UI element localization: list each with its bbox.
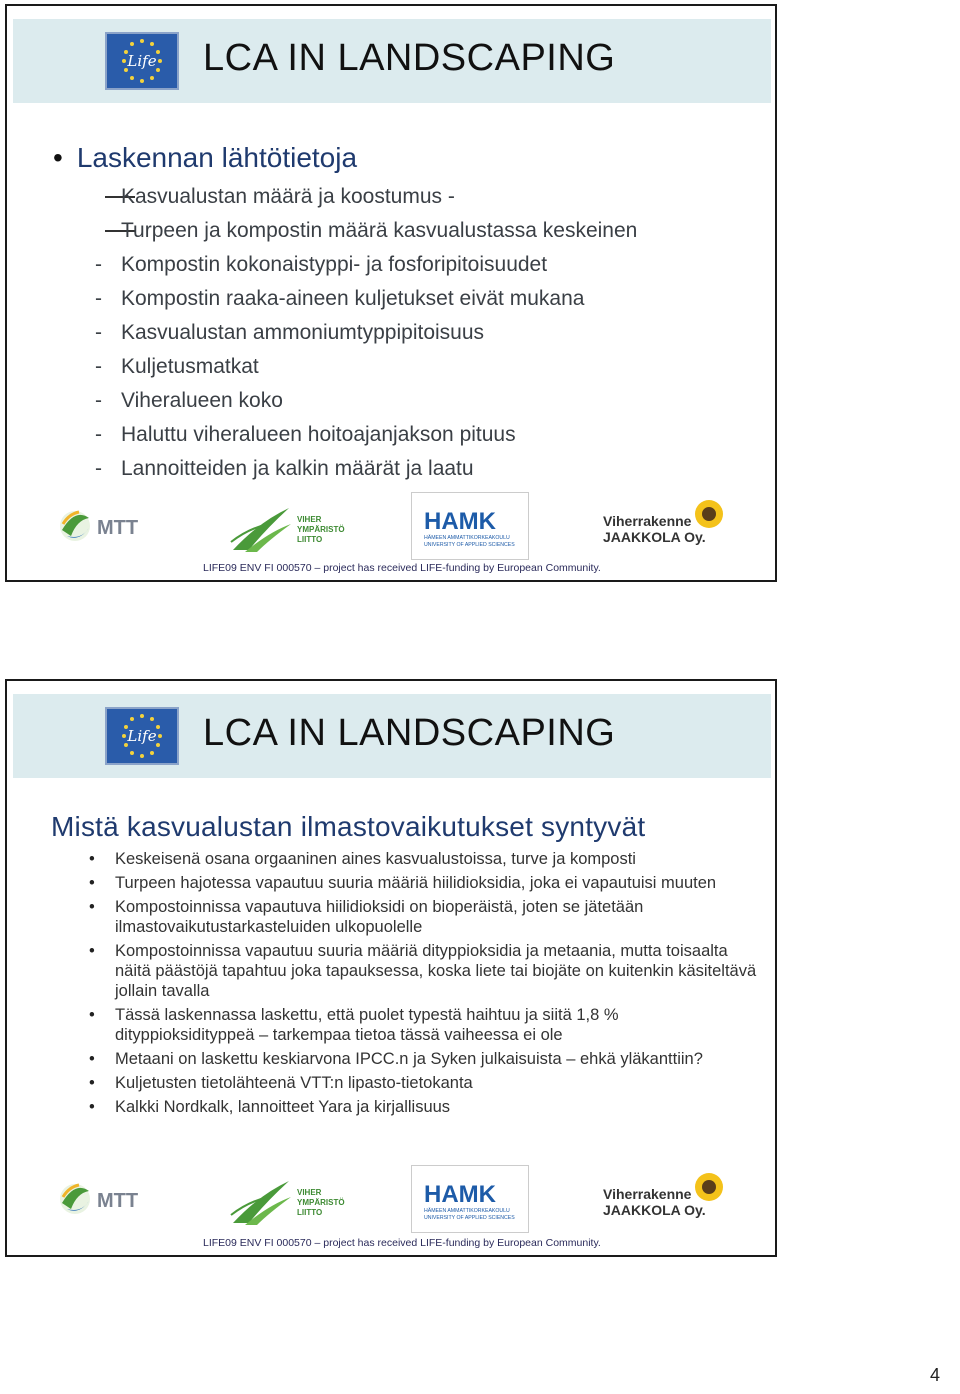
viher-ymparisto-liitto-logo <box>229 502 349 554</box>
mtt-logo <box>57 506 145 546</box>
svg-text:Viherrakenne: Viherrakenne <box>603 513 692 529</box>
svg-text:JAAKKOLA Oy.: JAAKKOLA Oy. <box>603 529 706 545</box>
dash-icon: - <box>95 287 102 310</box>
bullet-icon: • <box>89 1098 95 1116</box>
dash-icon: - <box>95 457 102 480</box>
viherrakenne-jaakkola-logo <box>599 496 731 554</box>
slide-1 <box>5 4 777 582</box>
svg-text:LIITTO: LIITTO <box>297 535 323 544</box>
sub-item-text: Turpeen ja kompostin määrä kasvualustassa keskeinen <box>121 219 638 242</box>
list-item <box>51 941 761 1001</box>
list-item <box>51 1073 761 1093</box>
sub-item-text: Kasvualustan määrä ja koostumus - <box>121 185 455 208</box>
list-item <box>51 873 761 893</box>
hamk-logo-text: HAMK <box>424 508 496 535</box>
header-title: LCA IN LANDSCAPING <box>203 37 616 79</box>
bullet-icon: • <box>89 1006 95 1024</box>
list-item <box>51 897 761 937</box>
dash-icon: - <box>95 355 102 378</box>
slide-header <box>13 19 771 103</box>
list-item-text: Kalkki Nordkalk, lannoitteet Yara ja kirjallisuus <box>115 1098 451 1116</box>
svg-text:HÄMEEN AMMATTIKORKEAKOULU: HÄMEEN AMMATTIKORKEAKOULU <box>424 535 510 541</box>
svg-text:VIHER: VIHER <box>297 1188 322 1197</box>
list-item <box>51 1005 761 1045</box>
funding-footnote: LIFE09 ENV FI 000570 – project has received LIFE-funding by European Community. <box>203 1237 601 1249</box>
bullet-icon: • <box>89 1074 95 1092</box>
bullet-icon: • <box>89 1050 95 1068</box>
svg-text:UNIVERSITY OF APPLIED SCIENCES: UNIVERSITY OF APPLIED SCIENCES <box>424 542 515 548</box>
hamk-logo <box>411 1165 529 1233</box>
list-item-text: Kuljetusten tietolähteenä VTT:n lipasto-tietokanta <box>115 1074 473 1092</box>
list-item <box>51 849 761 869</box>
hamk-logo-text: HAMK <box>424 1181 496 1208</box>
list-item-text: Kompostoinnissa vapautuva hiilidioksidi on bioperäistä, joten se jätetään ilmastovaikutustarkasteluiden ulkopuolelle <box>115 898 644 936</box>
dash-icon <box>53 180 121 214</box>
viher-ymparisto-liitto-logo <box>229 1175 349 1227</box>
list-item <box>51 1097 761 1117</box>
sub-item-text: Kompostin raaka-aineen kuljetukset eivät mukana <box>121 287 585 310</box>
bullet-icon: • <box>89 874 95 892</box>
svg-text:YMPÄRISTÖ: YMPÄRISTÖ <box>297 525 345 534</box>
sub-item-text: Kasvualustan ammoniumtyppipitoisuus <box>121 321 485 344</box>
life-logo-text: Life <box>127 727 157 745</box>
svg-text:UNIVERSITY OF APPLIED SCIENCES: UNIVERSITY OF APPLIED SCIENCES <box>424 1215 515 1221</box>
life-logo <box>105 32 179 90</box>
life-logo <box>105 707 179 765</box>
mtt-logo <box>57 1179 145 1219</box>
list-item-text: Metaani on laskettu keskiarvona IPCC.n ja Syken julkaisuista – ehkä yläkanttiin? <box>115 1050 703 1068</box>
sub-item <box>53 248 753 282</box>
svg-text:HÄMEEN AMMATTIKORKEAKOULU: HÄMEEN AMMATTIKORKEAKOULU <box>424 1208 510 1214</box>
list-item-text: Tässä laskennassa laskettu, että puolet typestä haihtuu ja siitä 1,8 % dityppioksidityppeä – tarkempaa tietoa tässä vaiheessa ei ole <box>115 1006 619 1044</box>
sub-item <box>53 282 753 316</box>
dash-icon: - <box>95 389 102 412</box>
sub-item-text: Lannoitteiden ja kalkin määrät ja laatu <box>121 457 474 480</box>
mtt-logo-text: MTT <box>97 1190 139 1212</box>
svg-text:JAAKKOLA Oy.: JAAKKOLA Oy. <box>603 1202 706 1218</box>
life-logo-text: Life <box>127 52 157 70</box>
sub-item <box>53 452 753 486</box>
svg-text:LIITTO: LIITTO <box>297 1208 323 1217</box>
sub-item <box>53 316 753 350</box>
dash-icon: - <box>95 253 102 276</box>
svg-text:YMPÄRISTÖ: YMPÄRISTÖ <box>297 1198 345 1207</box>
main-bullet <box>53 142 753 174</box>
sub-item-list <box>53 180 753 486</box>
sub-item <box>53 214 753 248</box>
header-title: LCA IN LANDSCAPING <box>203 712 616 754</box>
sub-item-text: Viheralueen koko <box>121 389 283 412</box>
dash-icon: - <box>95 321 102 344</box>
svg-text:Viherrakenne: Viherrakenne <box>603 1186 692 1202</box>
svg-text:VIHER: VIHER <box>297 515 322 524</box>
sunflower-icon <box>695 500 723 528</box>
slide-header <box>13 694 771 778</box>
list-item-text: Kompostoinnissa vapautuu suuria määriä dityppioksidia ja metaania, mutta toisaalta näitä päästöjä tapahtuu joka tapauksessa, koska liete tai biojäte on kuitenkin käsiteltävä jollain tavalla <box>115 942 757 1000</box>
slide-2 <box>5 679 777 1257</box>
slide-heading: Mistä kasvualustan ilmastovaikutukset syntyvät <box>51 811 646 842</box>
page-number: 4 <box>929 1365 940 1385</box>
list-item-text: Keskeisenä osana orgaaninen aines kasvualustoissa, turve ja komposti <box>115 850 636 868</box>
sub-item <box>53 350 753 384</box>
viherrakenne-jaakkola-logo <box>599 1169 731 1227</box>
slide-body <box>51 811 761 1121</box>
dash-icon: - <box>95 423 102 446</box>
mtt-logo-text: MTT <box>97 517 139 539</box>
eu-stars-icon <box>107 709 177 763</box>
sub-item-text: Haluttu viheralueen hoitoajanjakson pituus <box>121 423 516 446</box>
bullet-icon: • <box>53 142 63 173</box>
eu-stars-icon <box>107 34 177 88</box>
sunflower-icon <box>695 1173 723 1201</box>
bullet-icon: • <box>89 898 95 916</box>
dash-icon <box>53 214 121 248</box>
slide-body <box>53 142 753 486</box>
list-item-text: Turpeen hajotessa vapautuu suuria määriä hiilidioksidia, joka ei vapautuisi muuten <box>115 874 717 892</box>
funding-footnote: LIFE09 ENV FI 000570 – project has received LIFE-funding by European Community. <box>203 562 601 574</box>
bullet-list <box>51 849 761 1117</box>
sub-item-text: Kuljetusmatkat <box>121 355 259 378</box>
sub-item <box>53 180 753 214</box>
sub-item <box>53 418 753 452</box>
bullet-icon: • <box>89 942 95 960</box>
bullet-icon: • <box>89 850 95 868</box>
list-item <box>51 1049 761 1069</box>
main-bullet-text: Laskennan lähtötietoja <box>76 142 358 173</box>
sub-item <box>53 384 753 418</box>
hamk-logo <box>411 492 529 560</box>
sub-item-text: Kompostin kokonaistyppi- ja fosforipitoisuudet <box>121 253 548 276</box>
